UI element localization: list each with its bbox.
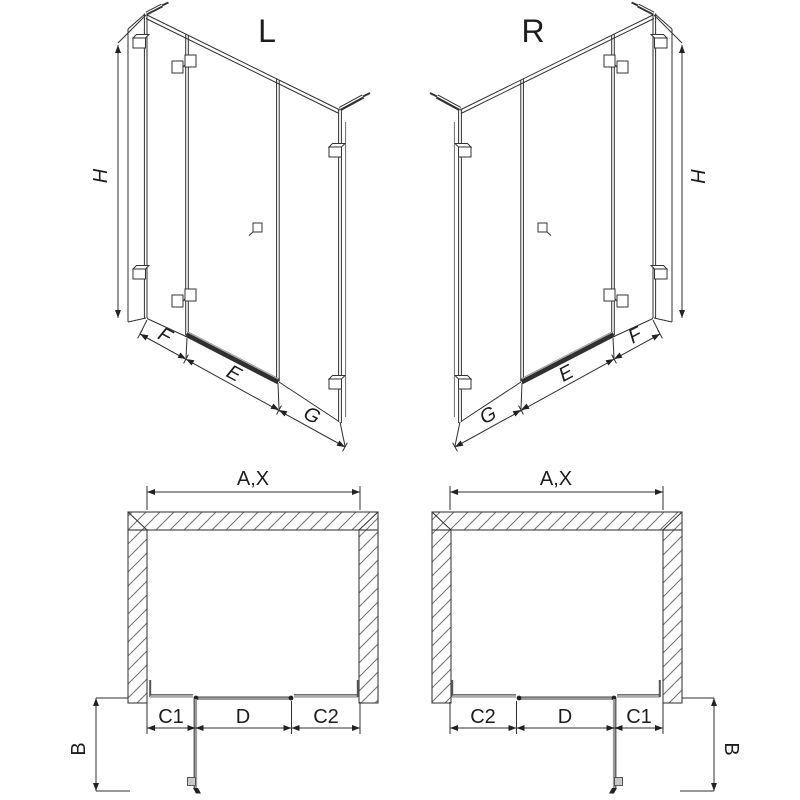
wall-top: [128, 512, 378, 530]
wall-left: [432, 530, 451, 703]
dim-label-e-left: E: [222, 360, 245, 387]
wall-right: [663, 530, 682, 703]
dim-label-d-plan-left: D: [235, 706, 251, 728]
dim-label-b-plan-right: B: [720, 742, 742, 756]
dim-label-f-right: F: [624, 323, 646, 349]
wall-right: [359, 530, 378, 703]
open-door-right: [609, 699, 623, 794]
elevation-right-view: [430, 3, 685, 452]
wall-left: [128, 530, 147, 703]
dim-label-b-plan-left: B: [68, 742, 90, 756]
door-edge-cap: [193, 788, 201, 794]
dim-label-d-plan-right: D: [557, 706, 573, 728]
dim-label-f-left: F: [154, 323, 176, 349]
dim-label-e-right: E: [555, 360, 578, 387]
wall-top: [432, 512, 682, 530]
door-handle-mark: [615, 778, 623, 786]
plan-left-view: [93, 486, 378, 794]
dim-label-height-right: H: [686, 168, 708, 184]
dim-label-c1-plan-right: C1: [626, 706, 652, 728]
variant-label-right: R: [521, 13, 545, 49]
door-edge-cap: [609, 788, 617, 794]
dim-label-c1-plan-left: C1: [158, 706, 184, 728]
dim-label-height-left: H: [90, 168, 112, 184]
dim-label-c2-plan-right: C2: [470, 706, 496, 728]
dim-label-g-right: G: [476, 402, 501, 430]
elevation-left-view: [115, 3, 370, 452]
dim-label-g-left: G: [299, 402, 324, 430]
plan-right-view: [432, 486, 717, 794]
dim-label-width-plan-left: A,X: [236, 468, 270, 490]
dim-label-width-plan-right: A,X: [539, 468, 573, 490]
variant-label-left: L: [258, 13, 276, 49]
open-door-left: [188, 699, 202, 794]
door-handle-mark: [188, 778, 196, 786]
dim-label-c2-plan-left: C2: [313, 706, 339, 728]
